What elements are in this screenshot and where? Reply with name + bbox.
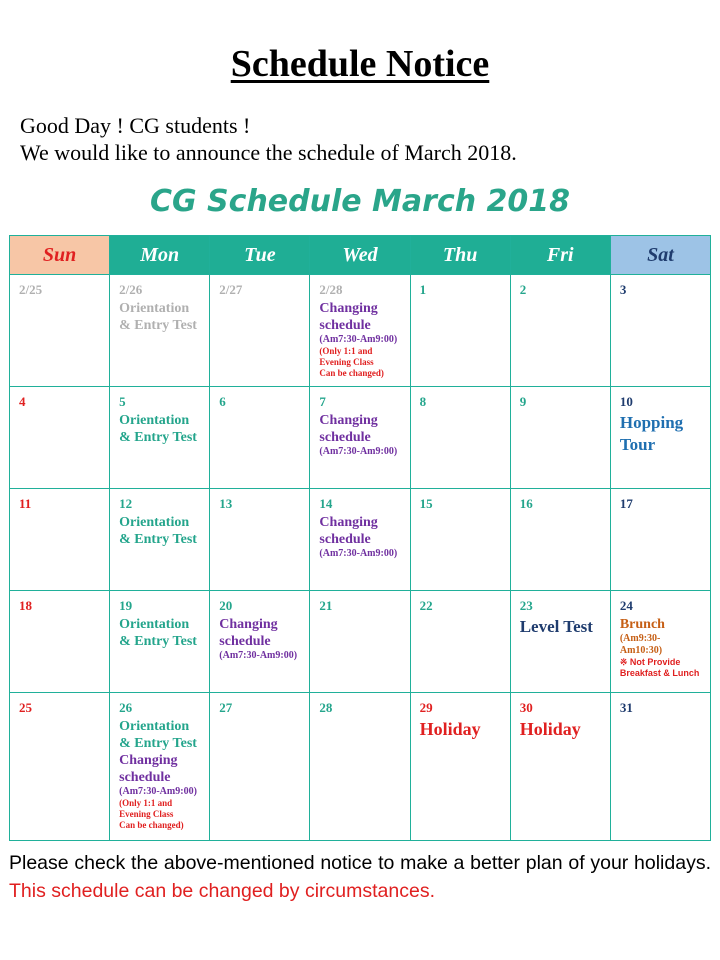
hopping-tour-event: Hopping xyxy=(619,413,684,432)
day-number: 27 xyxy=(219,700,233,715)
calendar-title: CG Schedule March 2018 xyxy=(149,184,571,219)
day-cell xyxy=(110,693,210,841)
orientation-event: Orientation xyxy=(119,515,190,530)
day-cell xyxy=(110,387,210,489)
day-number: 17 xyxy=(619,496,633,511)
day-number: 16 xyxy=(519,496,533,511)
day-number: 20 xyxy=(219,598,233,613)
day-cell xyxy=(110,275,210,387)
weekday-mon: Mon xyxy=(110,236,210,275)
calendar-table xyxy=(9,235,711,841)
day-cell xyxy=(210,489,310,591)
calendar-week-5 xyxy=(10,693,711,841)
level-test-event: Level Test xyxy=(519,617,593,636)
changing-note: Evening Class xyxy=(319,357,374,367)
weekday-header-row xyxy=(10,236,711,275)
day-cell xyxy=(610,275,710,387)
changing-note: (Only 1:1 and xyxy=(119,798,173,808)
day-number: 29 xyxy=(419,700,433,715)
orientation-event: Orientation xyxy=(119,617,190,632)
day-cell xyxy=(610,591,710,693)
day-cell xyxy=(310,693,410,841)
day-number: 26 xyxy=(119,700,133,715)
day-cell xyxy=(110,591,210,693)
changing-schedule-event: schedule xyxy=(219,634,271,649)
changing-schedule-event: Changing xyxy=(319,301,378,316)
day-cell xyxy=(510,387,610,489)
day-cell xyxy=(110,489,210,591)
changing-schedule-event: Changing xyxy=(319,413,378,428)
day-number: 6 xyxy=(219,394,226,409)
day-number: 2/25 xyxy=(19,282,43,297)
day-cell xyxy=(410,693,510,841)
day-number: 2/26 xyxy=(119,282,143,297)
day-number: 31 xyxy=(619,700,633,715)
changing-schedule-time: (Am7:30-Am9:00) xyxy=(319,446,398,457)
hopping-tour-event: Tour xyxy=(619,435,656,454)
changing-schedule-event: Changing xyxy=(219,617,278,632)
day-cell xyxy=(610,693,710,841)
day-number: 22 xyxy=(419,598,433,613)
changing-note: (Only 1:1 and xyxy=(319,346,373,356)
orientation-event: Orientation xyxy=(119,413,190,428)
orientation-event: & Entry Test xyxy=(119,318,197,333)
day-cell xyxy=(10,275,110,387)
changing-schedule-event: schedule xyxy=(319,430,371,445)
day-cell xyxy=(510,693,610,841)
day-cell xyxy=(410,275,510,387)
day-number: 5 xyxy=(119,394,126,409)
day-number: 23 xyxy=(519,598,533,613)
intro-greeting: Good Day ! CG students ! xyxy=(20,113,251,138)
day-cell xyxy=(610,489,710,591)
day-number: 2/27 xyxy=(219,282,243,297)
calendar-week-3 xyxy=(10,489,711,591)
day-number: 9 xyxy=(519,394,527,409)
day-cell xyxy=(210,387,310,489)
day-cell xyxy=(210,693,310,841)
weekday-fri: Fri xyxy=(510,236,610,275)
day-cell xyxy=(10,387,110,489)
day-number: 2 xyxy=(519,282,527,297)
day-number: 21 xyxy=(319,598,333,613)
brunch-note: ※ Not Provide xyxy=(619,657,681,667)
changing-note: Can be changed) xyxy=(119,820,184,830)
day-number: 25 xyxy=(19,700,32,715)
holiday-event: Holiday xyxy=(419,719,481,739)
changing-schedule-event: Changing xyxy=(319,515,378,530)
changing-schedule-time: (Am7:30-Am9:00) xyxy=(319,334,398,345)
intro-announcement: We would like to announce the schedule of March 2018. xyxy=(20,140,517,165)
day-number: 4 xyxy=(19,394,26,409)
calendar-week-2 xyxy=(10,387,711,489)
footer-note xyxy=(9,849,711,905)
day-number: 10 xyxy=(619,394,633,409)
day-cell xyxy=(310,489,410,591)
changing-schedule-event: schedule xyxy=(119,770,171,785)
calendar-week-1 xyxy=(10,275,711,387)
day-number: 1 xyxy=(419,282,427,297)
weekday-wed: Wed xyxy=(310,236,410,275)
orientation-event: Orientation xyxy=(119,301,190,316)
intro-text xyxy=(20,112,517,166)
changing-schedule-time: (Am7:30-Am9:00) xyxy=(319,548,398,559)
day-number: 2/28 xyxy=(319,282,343,297)
changing-schedule-event: Changing xyxy=(119,753,178,768)
footer-warning: This schedule can be changed by circumstances. xyxy=(9,880,435,902)
orientation-event: Orientation xyxy=(119,719,190,734)
day-cell xyxy=(410,489,510,591)
day-number: 18 xyxy=(19,598,32,613)
changing-schedule-event: schedule xyxy=(319,318,371,333)
day-cell xyxy=(510,489,610,591)
orientation-event: & Entry Test xyxy=(119,430,197,445)
changing-schedule-event: schedule xyxy=(319,532,371,547)
brunch-event: Brunch xyxy=(619,617,665,632)
weekday-thu: Thu xyxy=(410,236,510,275)
day-number: 28 xyxy=(319,700,333,715)
day-cell xyxy=(410,591,510,693)
day-number: 30 xyxy=(519,700,533,715)
changing-schedule-time: (Am7:30-Am9:00) xyxy=(219,650,298,661)
day-number: 11 xyxy=(19,496,32,511)
day-cell xyxy=(310,387,410,489)
orientation-event: & Entry Test xyxy=(119,736,197,751)
holiday-event: Holiday xyxy=(519,719,581,739)
footer-text: Please check the above-mentioned notice to make a better plan of your holidays. xyxy=(9,852,711,874)
day-cell xyxy=(210,275,310,387)
calendar-week-4 xyxy=(10,591,711,693)
day-cell xyxy=(410,387,510,489)
day-cell xyxy=(510,591,610,693)
changing-note: Can be changed) xyxy=(319,368,384,378)
changing-schedule-time: (Am7:30-Am9:00) xyxy=(119,786,197,797)
changing-note: Evening Class xyxy=(119,809,174,819)
day-number: 14 xyxy=(319,496,333,511)
weekday-sat: Sat xyxy=(610,236,710,275)
day-cell xyxy=(10,693,110,841)
day-cell xyxy=(310,275,410,387)
day-cell xyxy=(610,387,710,489)
day-number: 3 xyxy=(619,282,627,297)
day-cell xyxy=(10,489,110,591)
day-number: 7 xyxy=(319,394,326,409)
orientation-event: & Entry Test xyxy=(119,634,197,649)
day-number: 12 xyxy=(119,496,133,511)
day-cell xyxy=(210,591,310,693)
brunch-note: Breakfast & Lunch xyxy=(619,668,700,678)
page-title: Schedule Notice xyxy=(230,43,490,85)
weekday-sun: Sun xyxy=(10,236,110,275)
weekday-tue: Tue xyxy=(210,236,310,275)
day-number: 15 xyxy=(419,496,433,511)
day-cell xyxy=(310,591,410,693)
day-number: 24 xyxy=(619,598,633,613)
day-number: 13 xyxy=(219,496,233,511)
day-cell xyxy=(510,275,610,387)
brunch-time: Am10:30) xyxy=(619,645,663,656)
orientation-event: & Entry Test xyxy=(119,532,197,547)
brunch-time: (Am9:30- xyxy=(619,633,661,644)
day-number: 19 xyxy=(119,598,133,613)
day-cell xyxy=(10,591,110,693)
day-number: 8 xyxy=(419,394,427,409)
